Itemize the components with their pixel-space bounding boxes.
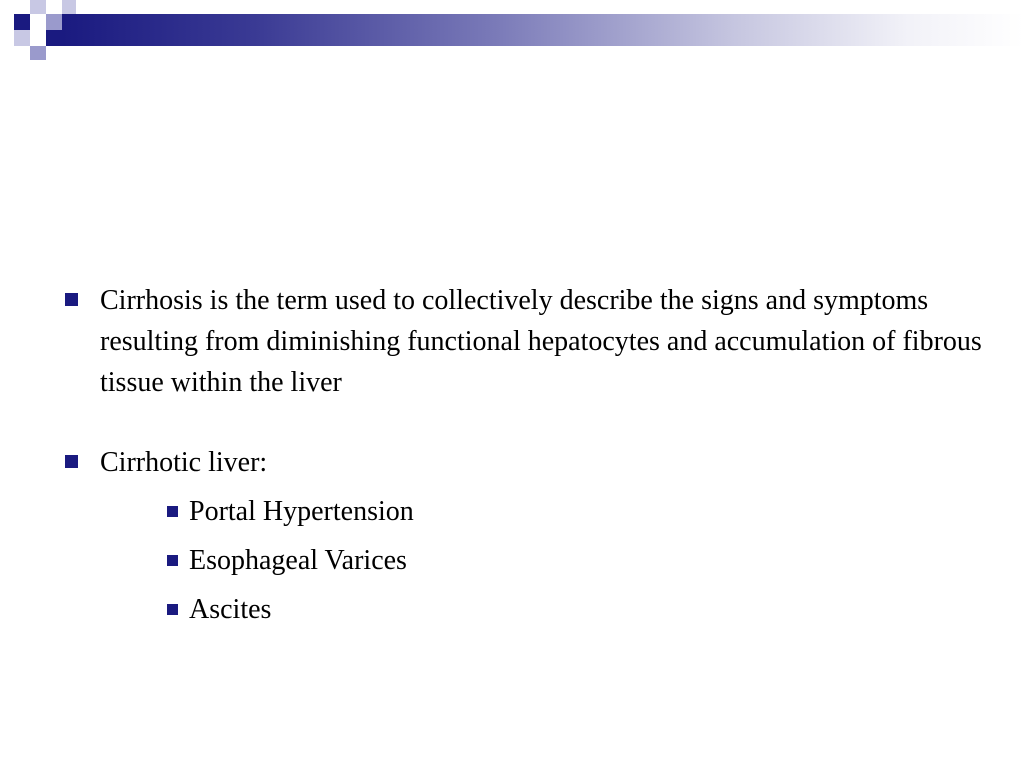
sub-bullet-item xyxy=(62,491,982,532)
sub-bullet-list xyxy=(62,491,982,630)
header-square-icon xyxy=(46,14,62,30)
header-square-icon xyxy=(46,30,62,46)
square-bullet-icon xyxy=(167,506,178,517)
header-square-icon xyxy=(14,30,30,46)
bullet-text: Cirrhosis is the term used to collectively describe the signs and symptoms resulting from diminishing functional hepatocytes and accumulation of fibrous tissue within the liver xyxy=(100,285,982,398)
header-square-icon xyxy=(30,30,46,46)
header-gradient-band xyxy=(62,14,1024,46)
sub-bullet-text: Ascites xyxy=(189,594,272,625)
header-square-icon xyxy=(14,14,30,30)
bullet-text: Cirrhotic liver: xyxy=(100,447,268,478)
slide-body xyxy=(62,280,982,630)
square-bullet-icon xyxy=(65,455,78,468)
bullet-item xyxy=(62,280,982,403)
header-square-icon xyxy=(30,46,46,60)
sub-bullet-item xyxy=(62,540,982,581)
bullet-item xyxy=(62,442,982,630)
sub-bullet-item xyxy=(62,589,982,630)
header-square-icon xyxy=(30,0,46,14)
square-bullet-icon xyxy=(65,293,78,306)
sub-bullet-text: Portal Hypertension xyxy=(189,496,414,527)
square-bullet-icon xyxy=(167,555,178,566)
square-bullet-icon xyxy=(167,604,178,615)
sub-bullet-text: Esophageal Varices xyxy=(189,545,407,576)
header-square-icon xyxy=(62,0,76,14)
